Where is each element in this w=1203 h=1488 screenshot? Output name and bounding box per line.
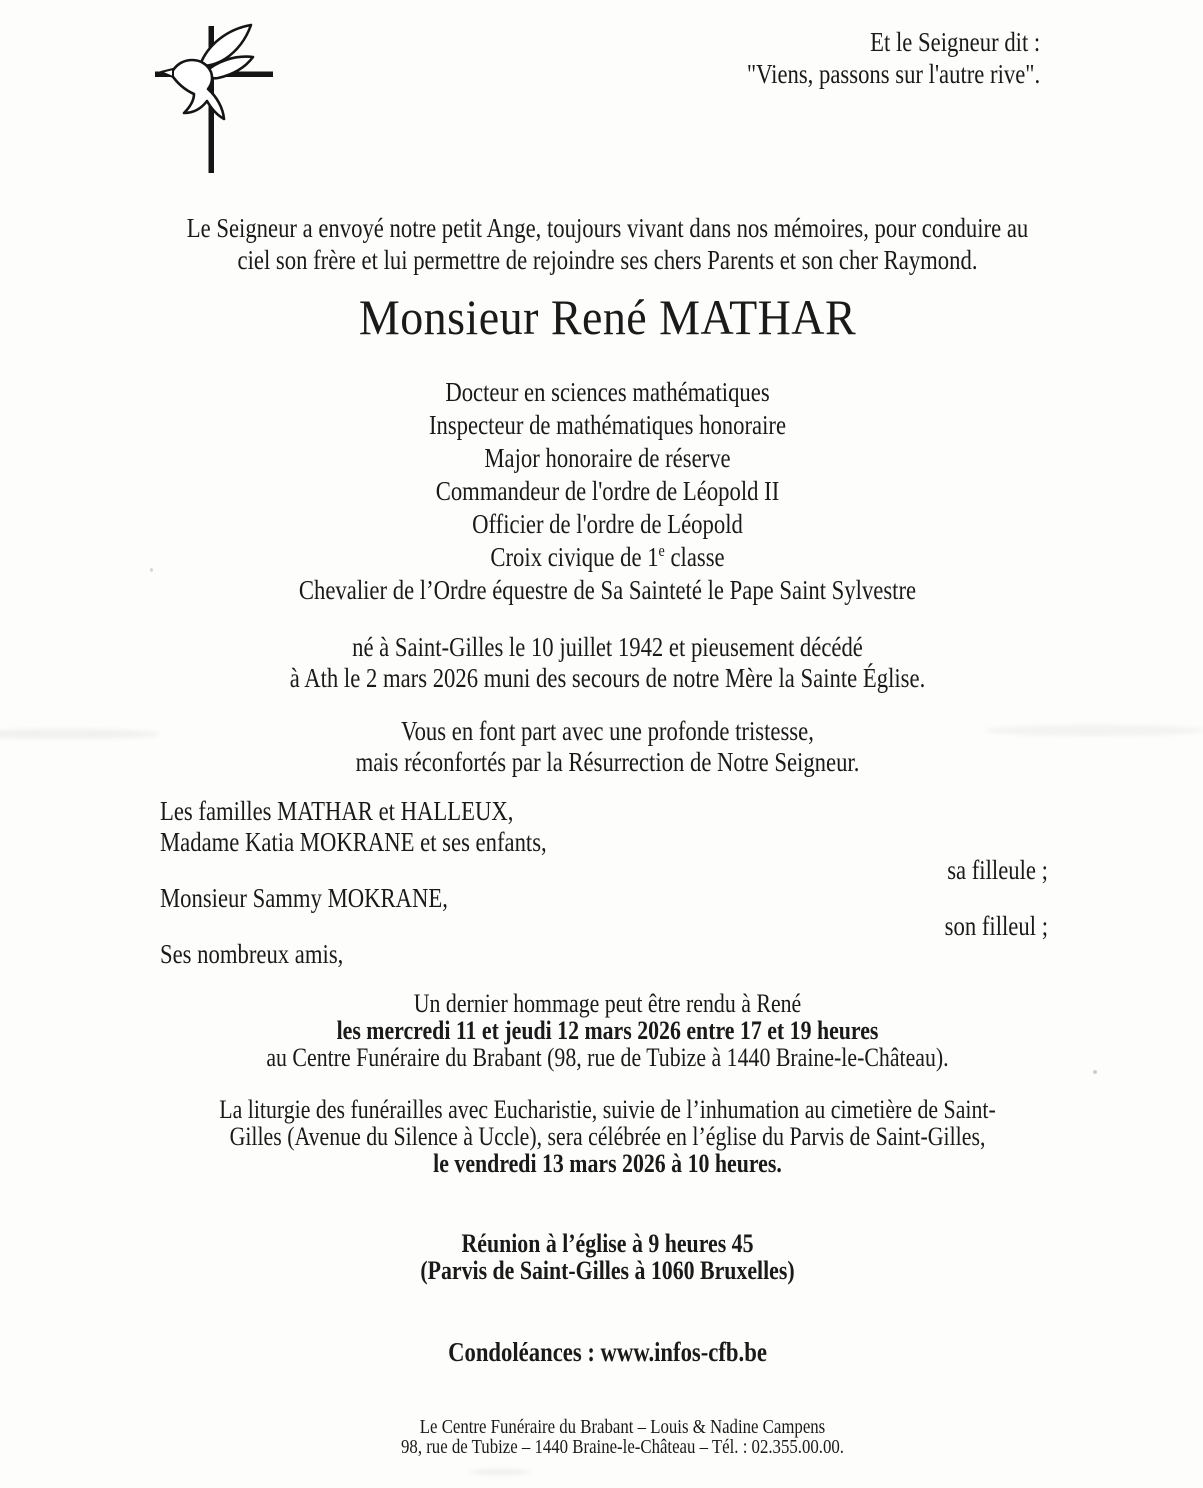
honor-line: Docteur en sciences mathématiques xyxy=(445,377,770,407)
honor-line-croix xyxy=(173,541,1042,574)
birth-death-line: à Ath le 2 mars 2026 muni des secours de notre Mère la Sainte Église. xyxy=(289,663,926,693)
intro-line: ciel son frère et lui permettre de rejoindre ses chers Parents et son cher Raymond. xyxy=(237,245,978,275)
godson-label: son filleul ; xyxy=(944,911,1048,941)
dove-cross-icon xyxy=(150,16,282,178)
goddaughter-label: sa filleule ; xyxy=(947,855,1048,885)
funeral-line: Gilles (Avenue du Silence à Uccle), sera célébrée en l’église du Parvis de Saint-Gilles, xyxy=(229,1122,986,1151)
croix-superscript: e xyxy=(658,541,665,560)
scripture-quote xyxy=(691,26,1040,90)
announcement-paragraph xyxy=(90,716,1125,778)
intro-line: Le Seigneur a envoyé notre petit Ange, toujours vivant dans nos mémoires, pour conduire au xyxy=(186,213,1029,243)
scan-smudge xyxy=(470,1469,530,1475)
deceased-name xyxy=(90,290,1125,344)
croix-suffix: classe xyxy=(664,542,725,572)
funeral-home-footer xyxy=(105,1417,1140,1457)
scan-smudge xyxy=(985,725,1203,736)
funeral-line: La liturgie des funérailles avec Eucharistie, suivie de l’inhumation au cimetière de Saint- xyxy=(219,1095,996,1124)
funeral-paragraph xyxy=(90,1096,1125,1177)
birth-death-line: né à Saint-Gilles le 10 juillet 1942 et pieusement décédé xyxy=(352,632,863,662)
birth-death-paragraph xyxy=(90,632,1125,694)
tribute-paragraph xyxy=(90,990,1125,1071)
honor-line: Chevalier de l’Ordre équestre de Sa Sainteté le Pape Saint Sylvestre xyxy=(298,575,917,605)
honor-line: Inspecteur de mathématiques honoraire xyxy=(428,410,787,440)
gathering-line: (Parvis de Saint-Gilles à 1060 Bruxelles) xyxy=(420,1256,795,1285)
funeral-home-line: Le Centre Funéraire du Brabant – Louis & Nadine Campens xyxy=(419,1416,826,1438)
family-line: Les familles MATHAR et HALLEUX, xyxy=(160,796,514,826)
tribute-dates-line: les mercredi 11 et jeudi 12 mars 2026 entre 17 et 19 heures xyxy=(336,1016,879,1045)
gathering-paragraph xyxy=(90,1230,1125,1284)
announcement-line: mais réconfortés par la Résurrection de Notre Seigneur. xyxy=(355,747,860,777)
intro-paragraph xyxy=(90,212,1125,276)
scan-speck xyxy=(1093,1070,1097,1074)
scripture-quote-line: Et le Seigneur dit : xyxy=(869,27,1040,57)
honor-line: Commandeur de l'ordre de Léopold II xyxy=(435,476,780,506)
condolences-line xyxy=(90,1337,1125,1367)
family-line: Monsieur Sammy MOKRANE, xyxy=(160,883,448,913)
scan-speck xyxy=(150,568,153,572)
family-line: Ses nombreux amis, xyxy=(160,939,344,969)
honor-line: Major honoraire de réserve xyxy=(484,443,731,473)
family-line: Madame Katia MOKRANE et ses enfants, xyxy=(160,827,547,857)
tribute-line: au Centre Funéraire du Brabant (98, rue de Tubize à 1440 Braine-le-Château). xyxy=(266,1043,949,1072)
funeral-date-line: le vendredi 13 mars 2026 à 10 heures. xyxy=(433,1149,782,1178)
croix-prefix: Croix civique de 1 xyxy=(490,542,659,572)
announcement-line: Vous en font part avec une profonde tristesse, xyxy=(401,716,814,746)
tribute-line: Un dernier hommage peut être rendu à René xyxy=(413,989,802,1018)
funeral-home-line: 98, rue de Tubize – 1440 Braine-le-Château – Tél. : 02.355.00.00. xyxy=(401,1436,844,1458)
deceased-name-text: Monsieur René MATHAR xyxy=(358,289,857,345)
honors-list xyxy=(90,376,1125,607)
gathering-line: Réunion à l’église à 9 heures 45 xyxy=(461,1229,754,1258)
scripture-quote-line: "Viens, passons sur l'autre rive". xyxy=(746,59,1040,89)
honor-line: Officier de l'ordre de Léopold xyxy=(472,509,743,539)
condolences-text: Condoléances : www.infos-cfb.be xyxy=(448,1337,767,1367)
